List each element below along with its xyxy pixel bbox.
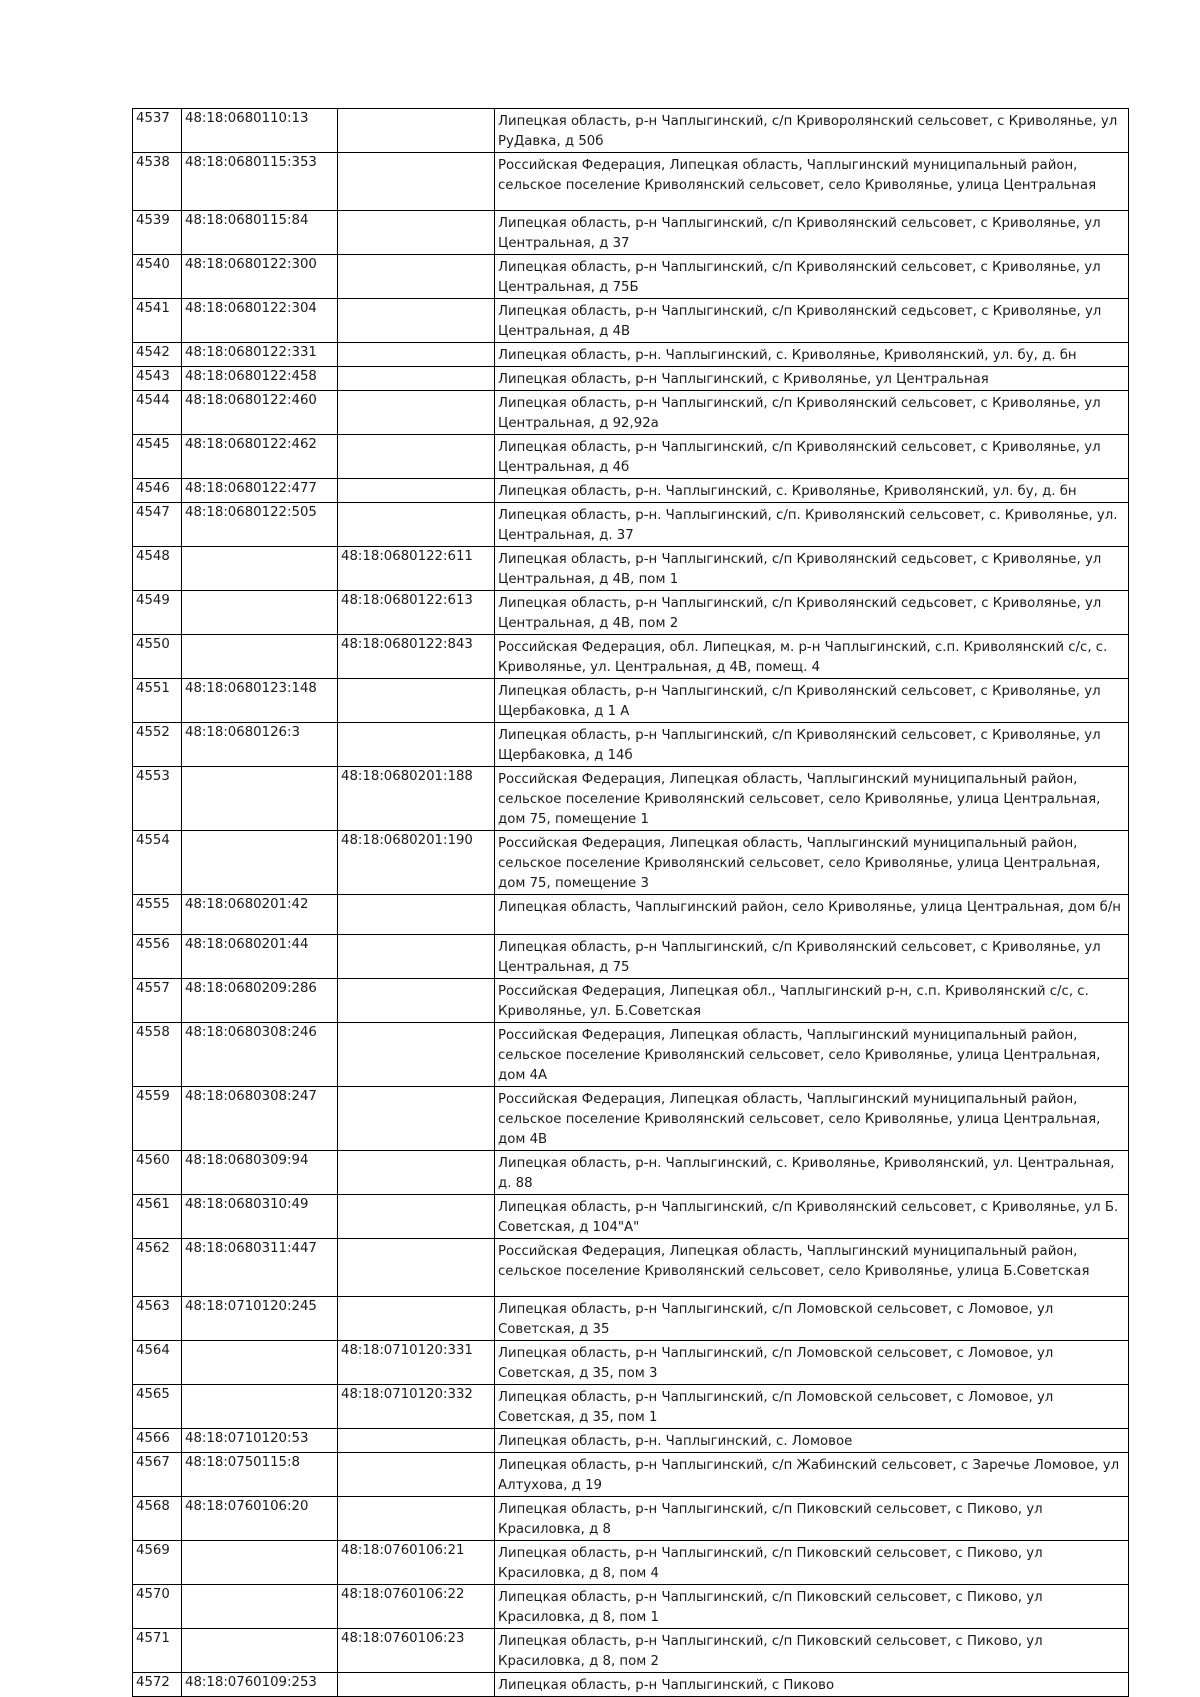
address-cell: Липецкая область, р-н Чаплыгинский, с Криволянье, ул Центральная (495, 367, 1129, 391)
row-number-cell: 4566 (133, 1429, 182, 1453)
cadastral-number-cell: 48:18:0680122:505 (182, 503, 338, 547)
row-number-cell: 4563 (133, 1297, 182, 1341)
cadastral-number-cell: 48:18:0750115:8 (182, 1453, 338, 1497)
cadastral-number-cell: 48:18:0680201:44 (182, 935, 338, 979)
sub-cadastral-number-cell: 48:18:0680122:611 (338, 547, 495, 591)
cadastral-number-cell: 48:18:0680209:286 (182, 979, 338, 1023)
table-row (133, 109, 1129, 153)
row-number-cell: 4541 (133, 299, 182, 343)
sub-cadastral-number-cell (338, 679, 495, 723)
cadastral-number-cell: 48:18:0760109:253 (182, 1673, 338, 1697)
row-number-cell: 4540 (133, 255, 182, 299)
table-row (133, 255, 1129, 299)
address-cell: Липецкая область, р-н Чаплыгинский, с/п Ломовской сельсовет, с Ломовое, ул Советская, д 35, пом 3 (495, 1341, 1129, 1385)
cadastral-number-cell (182, 767, 338, 831)
address-cell: Российская Федерация, Липецкая обл., Чаплыгинский р-н, с.п. Криволянский с/с, с. Криволянье, ул. Б.Советская (495, 979, 1129, 1023)
row-number-cell: 4547 (133, 503, 182, 547)
sub-cadastral-number-cell (338, 343, 495, 367)
row-number-cell: 4570 (133, 1585, 182, 1629)
table-row (133, 299, 1129, 343)
sub-cadastral-number-cell (338, 1087, 495, 1151)
address-cell: Липецкая область, р-н Чаплыгинский, с/п Криволянский седьсовет, с Криволянье, ул Центральная, д 4В, пом 2 (495, 591, 1129, 635)
cadastral-number-cell: 48:18:0710120:245 (182, 1297, 338, 1341)
row-number-cell: 4565 (133, 1385, 182, 1429)
address-cell: Липецкая область, р-н. Чаплыгинский, с. Криволянье, Криволянский, ул. Центральная, д. 88 (495, 1151, 1129, 1195)
cadastral-number-cell: 48:18:0680122:462 (182, 435, 338, 479)
cadastral-number-cell: 48:18:0680122:304 (182, 299, 338, 343)
sub-cadastral-number-cell (338, 1497, 495, 1541)
row-number-cell: 4567 (133, 1453, 182, 1497)
sub-cadastral-number-cell (338, 1673, 495, 1697)
sub-cadastral-number-cell (338, 1195, 495, 1239)
cadastral-number-cell: 48:18:0680122:331 (182, 343, 338, 367)
table-row (133, 1151, 1129, 1195)
address-cell: Липецкая область, р-н Чаплыгинский, с/п Жабинский сельсовет, с Заречье Ломовое, ул Алтухова, д 19 (495, 1453, 1129, 1497)
address-cell: Липецкая область, р-н. Чаплыгинский, с. Ломовое (495, 1429, 1129, 1453)
address-cell: Липецкая область, р-н. Чаплыгинский, с/п. Криволянский сельсовет, с. Криволянье, ул. Центральная, д. 37 (495, 503, 1129, 547)
address-cell: Российская Федерация, Липецкая область, Чаплыгинский муниципальный район, сельское поселение Криволянский сельсовет, село Криволянье, улица Б.Советская (495, 1239, 1129, 1297)
row-number-cell: 4546 (133, 479, 182, 503)
table-row (133, 1195, 1129, 1239)
table-row (133, 1297, 1129, 1341)
row-number-cell: 4537 (133, 109, 182, 153)
address-cell: Липецкая область, р-н Чаплыгинский, с/п Криворолянский сельсовет, с Криволянье, ул РуДавка, д 50б (495, 109, 1129, 153)
cadastral-number-cell: 48:18:0710120:53 (182, 1429, 338, 1453)
address-cell: Липецкая область, р-н Чаплыгинский, с/п Пиковский сельсовет, с Пиково, ул Красиловка, д 8, пом 2 (495, 1629, 1129, 1673)
cadastral-number-cell (182, 547, 338, 591)
cadastral-number-cell (182, 591, 338, 635)
sub-cadastral-number-cell (338, 1429, 495, 1453)
address-cell: Липецкая область, Чаплыгинский район, село Криволянье, улица Центральная, дом б/н (495, 895, 1129, 935)
cadastral-number-cell (182, 1629, 338, 1673)
address-cell: Липецкая область, р-н Чаплыгинский, с/п Криволянский сельсовет, с Криволянье, ул Центральная, д 37 (495, 211, 1129, 255)
cadastral-number-cell: 48:18:0680126:3 (182, 723, 338, 767)
table-row (133, 547, 1129, 591)
sub-cadastral-number-cell (338, 367, 495, 391)
table-row (133, 1673, 1129, 1697)
cadastral-number-cell: 48:18:0680201:42 (182, 895, 338, 935)
address-cell: Российская Федерация, Липецкая область, Чаплыгинский муниципальный район, сельское поселение Криволянский сельсовет, село Криволянье, улица Центральная, дом 75, помещение 3 (495, 831, 1129, 895)
sub-cadastral-number-cell (338, 503, 495, 547)
table-row (133, 679, 1129, 723)
cadastral-number-cell (182, 1341, 338, 1385)
sub-cadastral-number-cell (338, 211, 495, 255)
sub-cadastral-number-cell: 48:18:0760106:21 (338, 1541, 495, 1585)
sub-cadastral-number-cell: 48:18:0680122:613 (338, 591, 495, 635)
table-body (133, 109, 1129, 1697)
sub-cadastral-number-cell (338, 435, 495, 479)
table-row (133, 591, 1129, 635)
address-cell: Липецкая область, р-н Чаплыгинский, с/п Криволянский сельсовет, с Криволянье, ул Центральная, д 75 (495, 935, 1129, 979)
address-cell: Липецкая область, р-н Чаплыгинский, с/п Криволянский сельсовет, с Криволянье, ул Щербаковка, д 14б (495, 723, 1129, 767)
address-cell: Липецкая область, р-н Чаплыгинский, с Пиково (495, 1673, 1129, 1697)
sub-cadastral-number-cell (338, 255, 495, 299)
table-row (133, 831, 1129, 895)
address-cell: Российская Федерация, Липецкая область, Чаплыгинский муниципальный район, сельское поселение Криволянский сельсовет, село Криволянье, улица Центральная (495, 153, 1129, 211)
row-number-cell: 4553 (133, 767, 182, 831)
table-row (133, 1629, 1129, 1673)
table-row (133, 1541, 1129, 1585)
row-number-cell: 4545 (133, 435, 182, 479)
row-number-cell: 4559 (133, 1087, 182, 1151)
table-row (133, 211, 1129, 255)
row-number-cell: 4542 (133, 343, 182, 367)
table-row (133, 1453, 1129, 1497)
cadastral-number-cell (182, 1385, 338, 1429)
row-number-cell: 4568 (133, 1497, 182, 1541)
row-number-cell: 4557 (133, 979, 182, 1023)
row-number-cell: 4555 (133, 895, 182, 935)
cadastral-number-cell: 48:18:0760106:20 (182, 1497, 338, 1541)
row-number-cell: 4569 (133, 1541, 182, 1585)
address-cell: Липецкая область, р-н Чаплыгинский, с/п Криволянский сельсовет, с Криволянье, ул Центральная, д 4б (495, 435, 1129, 479)
sub-cadastral-number-cell (338, 1151, 495, 1195)
row-number-cell: 4551 (133, 679, 182, 723)
address-cell: Липецкая область, р-н Чаплыгинский, с/п Ломовской сельсовет, с Ломовое, ул Советская, д 35, пом 1 (495, 1385, 1129, 1429)
sub-cadastral-number-cell (338, 1297, 495, 1341)
row-number-cell: 4572 (133, 1673, 182, 1697)
table-row (133, 343, 1129, 367)
cadastral-number-cell: 48:18:0680122:300 (182, 255, 338, 299)
row-number-cell: 4552 (133, 723, 182, 767)
property-table (132, 108, 1129, 1697)
address-cell: Российская Федерация, Липецкая область, Чаплыгинский муниципальный район, сельское поселение Криволянский сельсовет, село Криволянье, улица Центральная, дом 75, помещение 1 (495, 767, 1129, 831)
cadastral-number-cell: 48:18:0680309:94 (182, 1151, 338, 1195)
row-number-cell: 4544 (133, 391, 182, 435)
address-cell: Липецкая область, р-н Чаплыгинский, с/п Пиковский сельсовет, с Пиково, ул Красиловка, д 8 (495, 1497, 1129, 1541)
table-row (133, 723, 1129, 767)
sub-cadastral-number-cell: 48:18:0760106:22 (338, 1585, 495, 1629)
sub-cadastral-number-cell (338, 299, 495, 343)
cadastral-number-cell: 48:18:0680311:447 (182, 1239, 338, 1297)
cadastral-number-cell (182, 831, 338, 895)
address-cell: Липецкая область, р-н Чаплыгинский, с/п Криволянский сельсовет, с Криволянье, ул Щербаковка, д 1 А (495, 679, 1129, 723)
table-row (133, 767, 1129, 831)
cadastral-number-cell: 48:18:0680110:13 (182, 109, 338, 153)
sub-cadastral-number-cell (338, 935, 495, 979)
table-row (133, 1087, 1129, 1151)
cadastral-number-cell: 48:18:0680308:246 (182, 1023, 338, 1087)
row-number-cell: 4550 (133, 635, 182, 679)
sub-cadastral-number-cell (338, 723, 495, 767)
table-row (133, 1341, 1129, 1385)
address-cell: Липецкая область, р-н. Чаплыгинский, с. Криволянье, Криволянский, ул. бу, д. бн (495, 479, 1129, 503)
row-number-cell: 4562 (133, 1239, 182, 1297)
cadastral-number-cell: 48:18:0680115:353 (182, 153, 338, 211)
cadastral-number-cell: 48:18:0680122:460 (182, 391, 338, 435)
address-cell: Российская Федерация, обл. Липецкая, м. р-н Чаплыгинский, с.п. Криволянский с/с, с. Криволянье, ул. Центральная, д 4В, помещ. 4 (495, 635, 1129, 679)
address-cell: Липецкая область, р-н Чаплыгинский, с/п Криволянский седьсовет, с Криволянье, ул Центральная, д 4В, пом 1 (495, 547, 1129, 591)
sub-cadastral-number-cell (338, 1023, 495, 1087)
cadastral-number-cell (182, 1585, 338, 1629)
sub-cadastral-number-cell: 48:18:0710120:332 (338, 1385, 495, 1429)
row-number-cell: 4564 (133, 1341, 182, 1385)
sub-cadastral-number-cell (338, 153, 495, 211)
row-number-cell: 4561 (133, 1195, 182, 1239)
sub-cadastral-number-cell (338, 109, 495, 153)
address-cell: Липецкая область, р-н Чаплыгинский, с/п Криволянский сельсовет, с Криволянье, ул Центральная, д 92,92а (495, 391, 1129, 435)
table-row (133, 1429, 1129, 1453)
cadastral-number-cell: 48:18:0680115:84 (182, 211, 338, 255)
table-row (133, 935, 1129, 979)
table-row (133, 367, 1129, 391)
cadastral-number-cell: 48:18:0680122:458 (182, 367, 338, 391)
address-cell: Российская Федерация, Липецкая область, Чаплыгинский муниципальный район, сельское поселение Криволянский сельсовет, село Криволянье, улица Центральная, дом 4В (495, 1087, 1129, 1151)
sub-cadastral-number-cell: 48:18:0680122:843 (338, 635, 495, 679)
sub-cadastral-number-cell: 48:18:0710120:331 (338, 1341, 495, 1385)
row-number-cell: 4538 (133, 153, 182, 211)
row-number-cell: 4554 (133, 831, 182, 895)
row-number-cell: 4556 (133, 935, 182, 979)
row-number-cell: 4543 (133, 367, 182, 391)
table-row (133, 895, 1129, 935)
table-row (133, 1585, 1129, 1629)
address-cell: Липецкая область, р-н Чаплыгинский, с/п Пиковский сельсовет, с Пиково, ул Красиловка, д 8, пом 4 (495, 1541, 1129, 1585)
sub-cadastral-number-cell (338, 391, 495, 435)
row-number-cell: 4539 (133, 211, 182, 255)
cadastral-number-cell: 48:18:0680122:477 (182, 479, 338, 503)
table-row (133, 979, 1129, 1023)
table-row (133, 391, 1129, 435)
table-row (133, 1497, 1129, 1541)
sub-cadastral-number-cell (338, 479, 495, 503)
row-number-cell: 4558 (133, 1023, 182, 1087)
table-row (133, 1023, 1129, 1087)
address-cell: Липецкая область, р-н Чаплыгинский, с/п Криволянский сельсовет, с Криволянье, ул Центральная, д 75Б (495, 255, 1129, 299)
sub-cadastral-number-cell (338, 895, 495, 935)
sub-cadastral-number-cell: 48:18:0760106:23 (338, 1629, 495, 1673)
cadastral-number-cell: 48:18:0680310:49 (182, 1195, 338, 1239)
address-cell: Липецкая область, р-н Чаплыгинский, с/п Криволянский седьсовет, с Криволянье, ул Центральная, д 4В (495, 299, 1129, 343)
table-row (133, 1385, 1129, 1429)
sub-cadastral-number-cell: 48:18:0680201:188 (338, 767, 495, 831)
address-cell: Российская Федерация, Липецкая область, Чаплыгинский муниципальный район, сельское поселение Криволянский сельсовет, село Криволянье, улица Центральная, дом 4А (495, 1023, 1129, 1087)
table-row (133, 635, 1129, 679)
cadastral-number-cell: 48:18:0680308:247 (182, 1087, 338, 1151)
address-cell: Липецкая область, р-н. Чаплыгинский, с. Криволянье, Криволянский, ул. бу, д. бн (495, 343, 1129, 367)
address-cell: Липецкая область, р-н Чаплыгинский, с/п Криволянский сельсовет, с Криволянье, ул Б. Советская, д 104"А" (495, 1195, 1129, 1239)
cadastral-number-cell (182, 635, 338, 679)
table-row (133, 503, 1129, 547)
table-row (133, 479, 1129, 503)
row-number-cell: 4560 (133, 1151, 182, 1195)
table-row (133, 153, 1129, 211)
sub-cadastral-number-cell (338, 979, 495, 1023)
sub-cadastral-number-cell (338, 1453, 495, 1497)
sub-cadastral-number-cell: 48:18:0680201:190 (338, 831, 495, 895)
address-cell: Липецкая область, р-н Чаплыгинский, с/п Пиковский сельсовет, с Пиково, ул Красиловка, д 8, пом 1 (495, 1585, 1129, 1629)
row-number-cell: 4549 (133, 591, 182, 635)
row-number-cell: 4548 (133, 547, 182, 591)
cadastral-number-cell: 48:18:0680123:148 (182, 679, 338, 723)
address-cell: Липецкая область, р-н Чаплыгинский, с/п Ломовской сельсовет, с Ломовое, ул Советская, д 35 (495, 1297, 1129, 1341)
table-row (133, 435, 1129, 479)
sub-cadastral-number-cell (338, 1239, 495, 1297)
row-number-cell: 4571 (133, 1629, 182, 1673)
table-row (133, 1239, 1129, 1297)
cadastral-number-cell (182, 1541, 338, 1585)
